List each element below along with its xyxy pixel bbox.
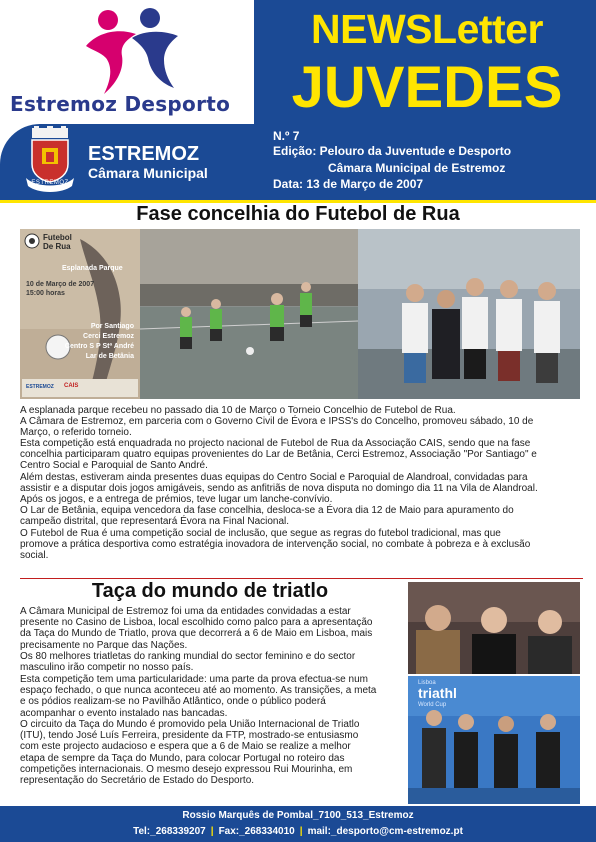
newsletter-title-line2: JUVEDES	[291, 55, 563, 120]
crest-ribbon-text: ESTREMOZ	[31, 180, 69, 186]
text-line: e os pódios realizam-se no Pavilhão Atlântico, onde o público poderá	[20, 696, 326, 708]
brand-wordmark	[10, 92, 230, 116]
article2-paragraph	[20, 651, 404, 673]
estremoz-desporto-logo-figures-icon	[78, 6, 188, 98]
text-line: precisamente no Parque das Nações.	[20, 639, 188, 651]
poster-ball-icon	[24, 233, 40, 249]
edition-line-2: Câmara Municipal de Estremoz	[328, 161, 506, 175]
text-line: etapa de sempre da Taça do Mundo, para colocar Portugal no roteiro das	[20, 752, 345, 764]
article1-paragraph	[20, 438, 583, 472]
footer-contacts	[0, 826, 596, 837]
poster-time: 15:00 horas	[26, 290, 65, 297]
issue-number: N.º 7	[273, 129, 300, 143]
text-line: concelhia participaram quatro equipas provenientes do Lar de Betânia, Cerci Estremoz, Associação "Por Santiago" e	[20, 449, 537, 461]
municipality-name: ESTREMOZ	[88, 143, 200, 165]
text-line: espaço fechado, o que nunca aconteceu até ao momento. As transições, a meta	[20, 685, 377, 697]
poster-sponsor-cais: CAIS	[64, 383, 79, 389]
event-poster-image	[20, 229, 140, 399]
poster-title-line2: De Rua	[43, 242, 71, 251]
poster-team-2: Cerci Estremoz	[83, 333, 134, 340]
poster-team-1: Por Santiago	[90, 323, 134, 330]
footer-fax: Fax:_268334010	[218, 826, 295, 837]
text-line: campeão distrital, que representará Évora na Final Nacional.	[20, 516, 290, 528]
article1-paragraph	[20, 472, 583, 494]
poster-team-3: Centro S P Stª André	[64, 343, 134, 350]
banner-subtitle: World Cup	[418, 702, 447, 708]
text-line: Além destas, estiveram ainda presentes duas equipas do Centro Social e Paroquial de Alandroal, convidadas para	[20, 472, 528, 483]
footer-phone: Tel:_268339207	[133, 826, 206, 837]
article2-paragraph	[20, 674, 404, 719]
article1-paragraph	[20, 416, 583, 438]
text-line: com este projecto audacioso e espera que a 6 de Maio se realize a melhor	[20, 741, 351, 753]
text-line: presente no Casino de Lisboa, local escolhido como palco para a apresentação	[20, 617, 373, 629]
article1-paragraph	[20, 494, 583, 505]
edition-line-1: Edição: Pelouro da Juventude e Desporto	[273, 144, 512, 158]
text-line: Centro Social e Paroquial de Santo André.	[20, 460, 208, 472]
poster-sponsor-estremoz: ESTREMOZ	[26, 384, 54, 390]
text-line: Os 80 melhores triatletas do ranking mundial do sector feminino e do sector	[20, 651, 356, 662]
article2-paragraph	[20, 719, 404, 786]
poster-team-4: Lar de Betânia	[85, 353, 134, 360]
text-line: Março, o referido torneio.	[20, 427, 132, 439]
poster-title-line1: Futebol	[43, 233, 72, 242]
section-divider	[20, 578, 583, 579]
text-line: social.	[20, 550, 49, 562]
text-line: Após os jogos, e a entrega de prémios, teve lugar um lanche-convívio.	[20, 494, 333, 505]
winning-team-photo	[358, 229, 580, 399]
newsletter-title-line1: NEWSLetter	[311, 6, 543, 52]
text-line: assistir e a disputar dois jogos amigáveis, sendo as anfitriãs de nova disputa no domingo dia 11 na Vila de Alandroal.	[20, 483, 538, 495]
triathletes-photo	[408, 582, 580, 674]
article1-headline: Fase concelhia do Futebol de Rua	[136, 203, 460, 225]
text-line: O circuito da Taça do Mundo é promovido pela União Internacional de Triatlo	[20, 719, 360, 730]
footer-email-link[interactable]: mail:_desporto@cm-estremoz.pt	[307, 826, 463, 837]
footer-separator: |	[299, 826, 303, 837]
text-line: O Futebol de Rua é uma competição social de inclusão, que segue as regras do futebol tradicional, mas que	[20, 528, 501, 539]
text-line: Esta competição está enquadrada no projecto nacional de Futebol de Rua da Associação CAIS, sendo que na fase	[20, 438, 531, 449]
text-line: acompanhar o evento instalado nas bancadas.	[20, 707, 228, 719]
article2-headline: Taça do mundo de triatlo	[91, 580, 329, 602]
poster-date: 10 de Março de 2007	[26, 281, 95, 288]
article2-paragraph	[20, 606, 404, 651]
text-line: A Câmara Municipal de Estremoz foi uma da entidades convidadas a estar	[20, 606, 351, 617]
municipality-subtitle: Câmara Municipal	[88, 165, 208, 181]
banner-city: Lisboa	[418, 680, 436, 686]
issue-date: Data: 13 de Março de 2007	[273, 177, 424, 191]
poster-venue: Esplanada Parque	[62, 265, 123, 272]
footer-address: Rossio Marquês de Pombal_7100_513_Estremoz	[182, 810, 414, 821]
article1-paragraph	[20, 528, 583, 562]
text-line: da Taça do Mundo de Triatlo, prova que decorrerá a 6 de Maio em Lisboa, mais	[20, 628, 373, 640]
text-line: A esplanada parque recebeu no passado dia 10 de Março o Torneio Concelhio de Futebol de Rua.	[20, 405, 456, 416]
article1-paragraph	[20, 505, 583, 527]
poster-background	[20, 229, 140, 399]
text-line: (ITU), tendo José Luís Ferreira, presidente da FTP, mostrado-se entusiasmo	[20, 730, 359, 742]
text-line: O Lar de Betânia, equipa vencedora da fase concelhia, desloca-se a Évora dia 12 de Maio para apuramento do	[20, 505, 514, 516]
text-line: competições internacionais. O mesmo desejo expressou Rui Mourinha, em	[20, 763, 353, 775]
brand-name-right: Desporto	[124, 92, 231, 116]
text-line: promove a prática desportiva como estratégia inovadora de intervenção social, no combate à pobreza e à exclusão	[20, 539, 531, 551]
footer-separator: |	[210, 826, 214, 837]
text-line: Esta competição tem uma particularidade: uma parte da prova efectua-se num	[20, 674, 368, 685]
banner-word: triathl	[418, 685, 457, 701]
text-line: masculino irão competir no nosso país.	[20, 662, 194, 674]
street-football-game-photo	[140, 229, 358, 399]
text-line: A Câmara de Estremoz, em parceria com o Governo Civil de Évora e IPSS's do Concelho, promoveu sábado, 10 de	[20, 416, 534, 427]
article1-paragraph	[20, 405, 583, 416]
brand-name-left: Estremoz	[10, 92, 118, 116]
text-line: representação do Secretário de Estado do Desporto.	[20, 775, 255, 787]
